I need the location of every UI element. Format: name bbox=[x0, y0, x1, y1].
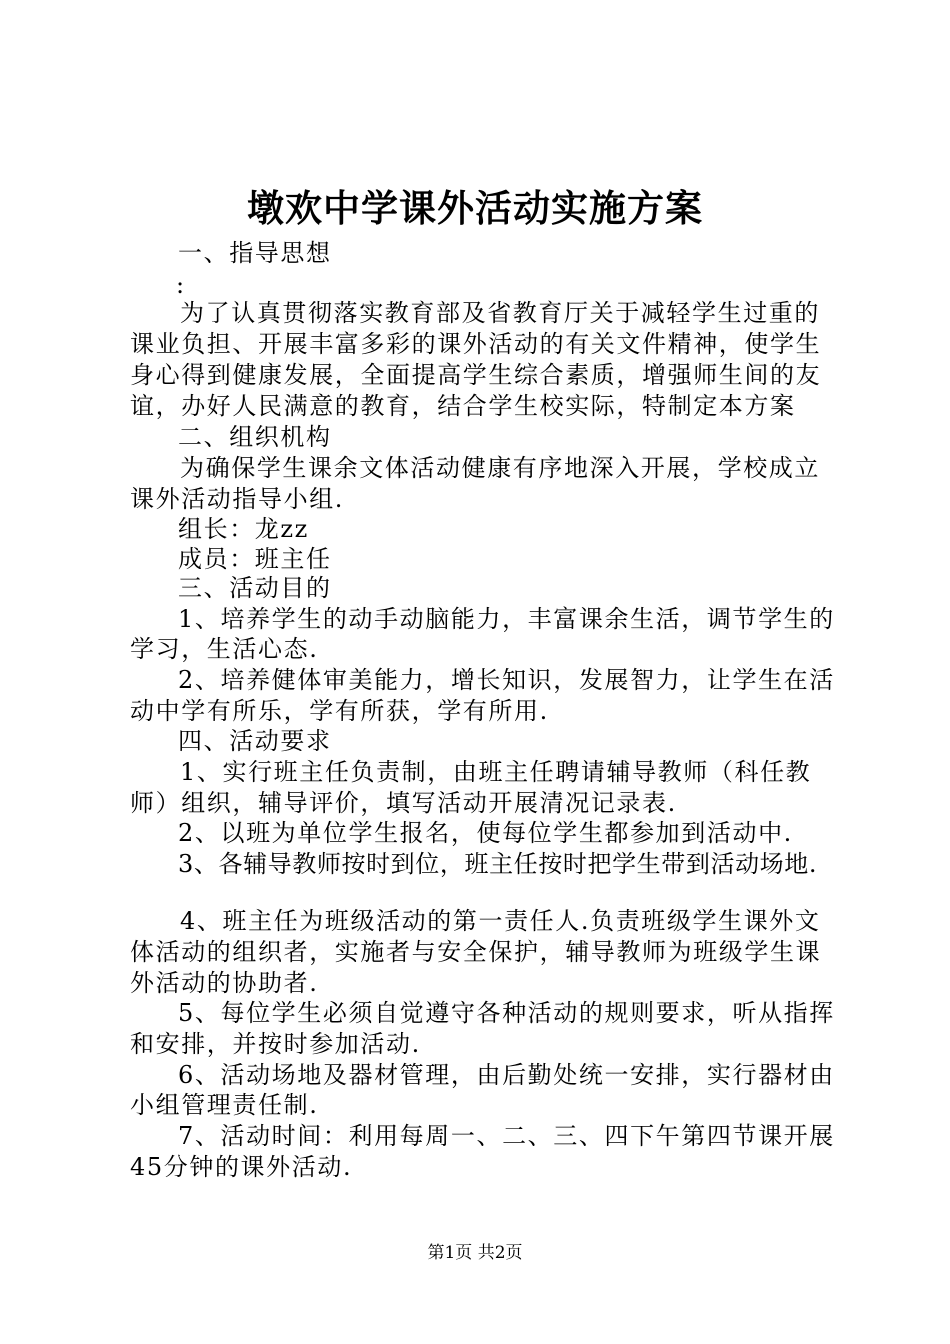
section-heading-purpose: 三、活动目的 bbox=[178, 574, 332, 602]
page-footer: 第1页 共2页 bbox=[427, 1243, 523, 1263]
text-line: 外活动的协助者. bbox=[130, 969, 319, 997]
text-line: 6、活动场地及器材管理，由后勤处统一安排，实行器材由 bbox=[178, 1061, 835, 1089]
text-line: 2、培养健体审美能力，增长知识，发展智力，让学生在活 bbox=[178, 666, 835, 694]
text-line: 成员：班主任 bbox=[178, 545, 332, 573]
text-line: 为确保学生课余文体活动健康有序地深入开展，学校成立 bbox=[180, 454, 820, 482]
text-line: 谊，办好人民满意的教育，结合学生校实际，特制定本方案 bbox=[130, 392, 796, 420]
text-line: 1、培养学生的动手动脑能力，丰富课余生活，调节学生的 bbox=[178, 605, 835, 633]
document-title: 墩欢中学课外活动实施方案 bbox=[247, 186, 703, 230]
text-line: 和安排，并按时参加活动. bbox=[130, 1030, 421, 1058]
text-line: 1、实行班主任负责制，由班主任聘请辅导教师（科任教 bbox=[180, 758, 812, 786]
text-line: 学习，生活心态. bbox=[130, 635, 319, 663]
text-line: 3、各辅导教师按时到位，班主任按时把学生带到活动场地. bbox=[178, 850, 818, 878]
text-line: 课外活动指导小组. bbox=[130, 485, 345, 513]
text-line: 身心得到健康发展，全面提高学生综合素质，增强师生间的友 bbox=[130, 361, 822, 389]
text-line: : bbox=[176, 271, 186, 299]
text-line: 为了认真贯彻落实教育部及省教育厅关于减轻学生过重的 bbox=[180, 299, 820, 327]
text-line: 2、以班为单位学生报名，使每位学生都参加到活动中. bbox=[178, 819, 793, 847]
section-heading-guiding-idea: 一、指导思想 bbox=[178, 239, 332, 267]
text-line: 体活动的组织者，实施者与安全保护，辅导教师为班级学生课 bbox=[130, 938, 822, 966]
text-line: 小组管理责任制. bbox=[130, 1091, 319, 1119]
text-line: 组长：龙zz bbox=[178, 515, 309, 543]
text-line: 4、班主任为班级活动的第一责任人.负责班级学生课外文 bbox=[180, 907, 821, 935]
section-heading-requirements: 四、活动要求 bbox=[178, 727, 332, 755]
text-line: 师）组织，辅导评价，填写活动开展清况记录表. bbox=[130, 789, 677, 817]
text-line: 45分钟的课外活动. bbox=[130, 1153, 353, 1181]
section-heading-organization: 二、组织机构 bbox=[178, 423, 332, 451]
text-line: 5、每位学生必须自觉遵守各种活动的规则要求，听从指挥 bbox=[178, 999, 835, 1027]
text-line: 动中学有所乐，学有所获，学有所用. bbox=[130, 697, 549, 725]
text-line: 课业负担、开展丰富多彩的课外活动的有关文件精神，使学生 bbox=[130, 330, 822, 358]
text-line: 7、活动时间：利用每周一、二、三、四下午第四节课开展 bbox=[178, 1122, 835, 1150]
